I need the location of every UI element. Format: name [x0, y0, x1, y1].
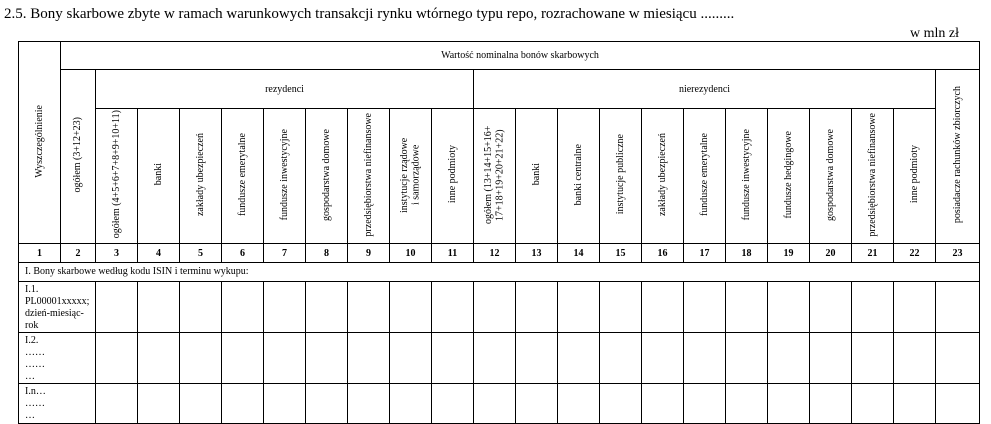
col-number: 14	[558, 244, 600, 263]
data-cell[interactable]	[138, 282, 180, 333]
col-number: 8	[306, 244, 348, 263]
table-row	[19, 333, 980, 384]
data-cell[interactable]	[516, 282, 558, 333]
header-nierez-col: fundusze inwestycyjne	[726, 109, 768, 244]
header-nierez-col: zakłady ubezpieczeń	[642, 109, 684, 244]
row-label-line: I.n…	[25, 386, 46, 397]
header-nierez-col: przedsiębiorstwa niefinansowe	[852, 109, 894, 244]
data-cell[interactable]	[936, 282, 980, 333]
col-number: 17	[684, 244, 726, 263]
header-rez-col: przedsiębiorstwa niefinansowe	[348, 109, 390, 244]
data-cell[interactable]	[558, 282, 600, 333]
header-ogolem: ogółem (3+12+23)	[61, 70, 96, 244]
data-cell[interactable]	[852, 282, 894, 333]
row-label-line: I.2.	[25, 335, 39, 346]
data-cell[interactable]	[264, 333, 306, 384]
header-wyszczegolnienie: Wyszczególnienie	[19, 42, 61, 244]
data-cell[interactable]	[432, 282, 474, 333]
unit-label: w mln zł	[910, 26, 959, 41]
data-cell[interactable]	[852, 333, 894, 384]
data-cell[interactable]	[768, 282, 810, 333]
col-number: 13	[516, 244, 558, 263]
data-cell[interactable]	[264, 282, 306, 333]
data-cell[interactable]	[810, 282, 852, 333]
data-cell[interactable]	[516, 333, 558, 384]
data-cell[interactable]	[726, 333, 768, 384]
row-label-line: …	[25, 371, 35, 382]
data-cell[interactable]	[600, 282, 642, 333]
header-rez-col: inne podmioty	[432, 109, 474, 244]
data-cell[interactable]	[348, 333, 390, 384]
col-number: 2	[61, 244, 96, 263]
header-nierez-col: inne podmioty	[894, 109, 936, 244]
data-cell[interactable]	[96, 333, 138, 384]
data-cell[interactable]	[600, 333, 642, 384]
data-cell[interactable]	[684, 282, 726, 333]
header-nierez-col: ogółem (13+14+15+16+ 17+18+19+20+21+22)	[474, 109, 516, 244]
data-cell[interactable]	[348, 282, 390, 333]
data-cell[interactable]	[768, 333, 810, 384]
col-number: 16	[642, 244, 684, 263]
row-label-line: ……	[25, 359, 45, 370]
data-cell[interactable]	[138, 333, 180, 384]
section-row: I. Bony skarbowe według kodu ISIN i terminu wykupu:	[19, 263, 980, 282]
header-rez-col: fundusze inwestycyjne	[264, 109, 306, 244]
data-cell[interactable]	[642, 282, 684, 333]
header-rez-col: fundusze emerytalne	[222, 109, 264, 244]
header-nierez-col: banki centralne	[558, 109, 600, 244]
col-number: 18	[726, 244, 768, 263]
data-cell[interactable]	[222, 282, 264, 333]
col-number: 12	[474, 244, 516, 263]
data-cell[interactable]	[684, 333, 726, 384]
row-label-line: I.1. PL00001xxxxx;	[25, 284, 90, 307]
col-number: 9	[348, 244, 390, 263]
data-cell[interactable]	[180, 333, 222, 384]
data-cell[interactable]	[390, 282, 432, 333]
col-number: 20	[810, 244, 852, 263]
data-cell[interactable]	[726, 282, 768, 333]
row-label	[19, 333, 96, 384]
header-nierez-col: instytucje publiczne	[600, 109, 642, 244]
repo-table	[18, 41, 980, 424]
header-rez-col: banki	[138, 109, 180, 244]
col-number: 4	[138, 244, 180, 263]
header-rez-col: ogółem (4+5+6+7+8+9+10+11)	[96, 109, 138, 244]
col-number: 1	[19, 244, 61, 263]
data-cell[interactable]	[642, 333, 684, 384]
data-cell[interactable]	[894, 282, 936, 333]
data-cell[interactable]	[306, 333, 348, 384]
header-posiadacze: posiadacze rachunków zbiorczych	[936, 70, 980, 244]
col-number: 22	[894, 244, 936, 263]
header-wartosc: Wartość nominalna bonów skarbowych	[61, 42, 980, 70]
data-cell[interactable]	[894, 333, 936, 384]
data-cell[interactable]	[306, 282, 348, 333]
header-nierez-col: fundusze emerytalne	[684, 109, 726, 244]
row-label	[19, 282, 96, 333]
data-cell[interactable]	[96, 282, 138, 333]
row-label-line: …	[25, 410, 35, 421]
table-row	[19, 282, 980, 333]
header-rez-col: zakłady ubezpieczeń	[180, 109, 222, 244]
header-nierez-col: fundusze hedgingowe	[768, 109, 810, 244]
col-number: 11	[432, 244, 474, 263]
col-number: 15	[600, 244, 642, 263]
data-cell[interactable]	[810, 333, 852, 384]
header-rez-col: instytucje rządowe i samorządowe	[390, 109, 432, 244]
col-number: 5	[180, 244, 222, 263]
row-label-line: dzień-miesiąc-rok	[25, 308, 84, 331]
data-cell[interactable]	[432, 333, 474, 384]
col-number: 10	[390, 244, 432, 263]
data-cell[interactable]	[180, 282, 222, 333]
header-nierez-col: banki	[516, 109, 558, 244]
page-title: 2.5. Bony skarbowe zbyte w ramach warunkowych transakcji rynku wtórnego typu repo, rozrachowane w miesiącu .........	[4, 6, 735, 22]
col-number: 6	[222, 244, 264, 263]
header-nierezydenci: nierezydenci	[474, 70, 936, 109]
data-cell[interactable]	[222, 333, 264, 384]
col-number: 19	[768, 244, 810, 263]
header-rez-col: gospodarstwa domowe	[306, 109, 348, 244]
header-rezydenci: rezydenci	[96, 70, 474, 109]
data-cell[interactable]	[558, 333, 600, 384]
col-number: 21	[852, 244, 894, 263]
data-cell[interactable]	[936, 333, 980, 384]
col-number: 23	[936, 244, 980, 263]
header-nierez-col: gospodarstwa domowe	[810, 109, 852, 244]
data-cell[interactable]	[390, 333, 432, 384]
row-label-line: ……	[25, 398, 45, 409]
col-number: 7	[264, 244, 306, 263]
data-cell[interactable]	[474, 282, 516, 333]
row-label-line: ……	[25, 347, 45, 358]
col-number: 3	[96, 244, 138, 263]
data-cell[interactable]	[474, 333, 516, 384]
